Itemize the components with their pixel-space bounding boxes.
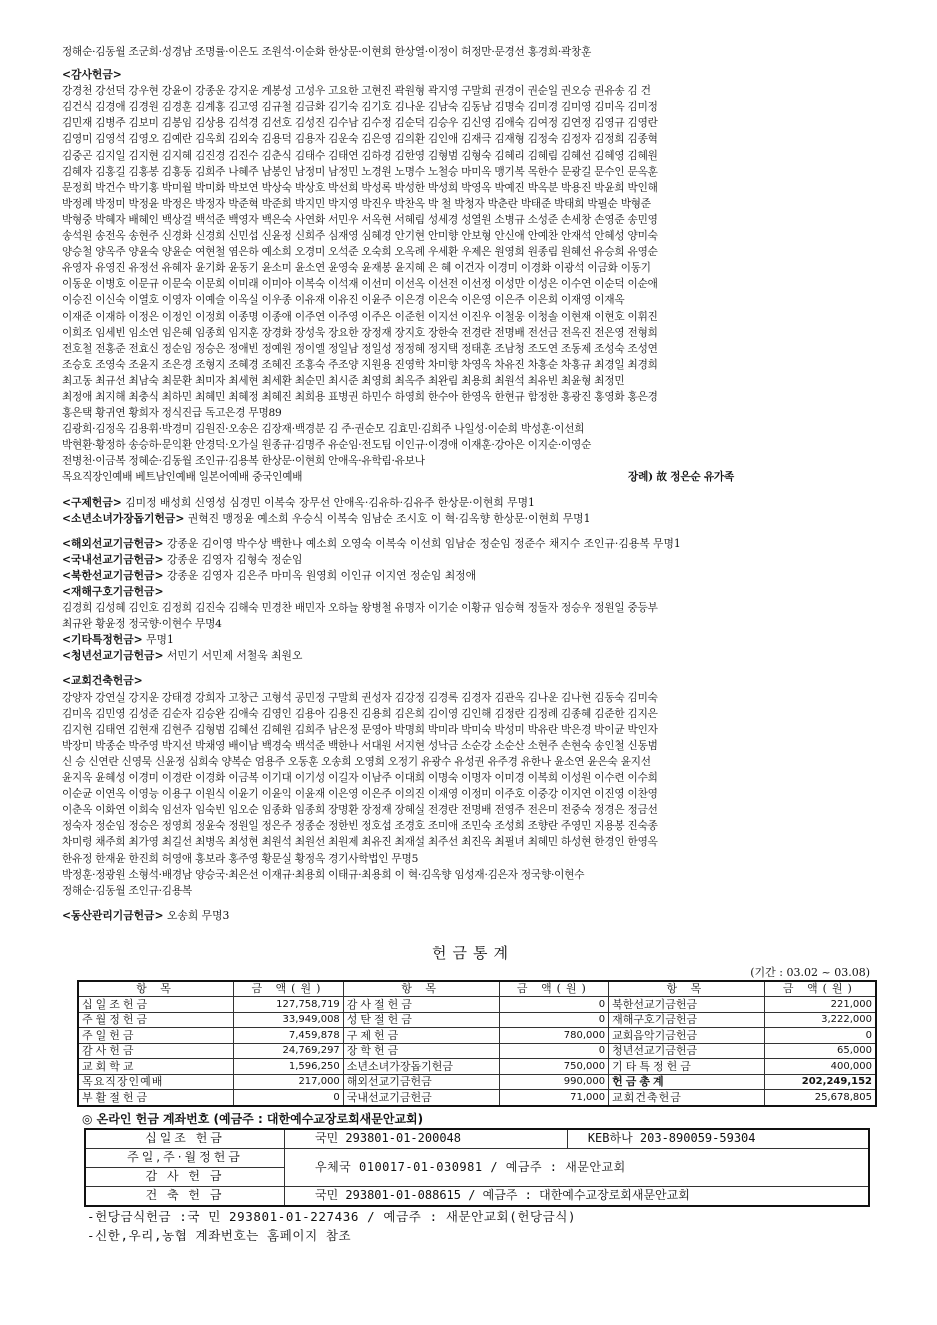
disaster-relief-heading: <재해구호기금헌금>	[62, 585, 164, 598]
nk-mission-section: <북한선교기금헌금> 강종운 김영자 김은주 마미옥 원영희 이인규 이지연 정순임 최정애	[62, 568, 477, 582]
list-item: 정숙자 정순임 정승은 정영희 정윤숙 정원일 정은주 정종순 정한빈 정호섭 조경호 조미애 조민숙 조성희 조향란 주영민 지용봉 진숙종	[62, 820, 658, 833]
list-item: 박정훈·정광원 소형석·배경남 양승국·최은선 이재규·최용희 이태규·최용희 이 혁·김옥향 임성재·김은자 정국향·이현수	[62, 868, 585, 881]
account-table	[84, 1128, 870, 1207]
list-item: 조승호 조영숙 조윤지 조은경 조형지 조혜경 조혜진 조홍숙 주조양 지원용 진영학 차미향 차영옥 차유진 차홍순 차홍규 최경일 최경희	[62, 358, 658, 371]
total-amount: 202,249,152	[764, 1074, 876, 1090]
thanks-heading: <감사헌금>	[62, 68, 122, 82]
list-item: 전병천·이금복 정혜순·김동월 조인규·김용복 한상문·이현희 안애옥·유학림·유보나	[62, 455, 425, 468]
list-item: 박현환·황정하 송승하·문익환 안경덕·오가실 원종규·김명주 유순임·전도팀 이인규·이경애 이재훈·강아은 이지순·이영순	[62, 439, 592, 452]
online-account-heading: ◎ 온라인 헌금 계좌번호 (예금주 : 대한예수교장로회새문안교회)	[82, 1111, 424, 1126]
list-item: 박장미 박종순 박주영 박지선 박채영 배이남 백경숙 백석준 백한나 서대원 서지현 성낙금 소순강 소순산 소현주 손현숙 송인철 신동범	[62, 739, 658, 752]
table-row: 교회학교 1,596,250 소년소녀가장돕기헌금 750,000 기타특정헌금 400,000	[78, 1059, 876, 1075]
list-item: 유영자 유영진 유정선 유혜자 윤기화 윤동기 윤소미 윤소연 윤영숙 윤재봉 윤지혜 은 혜 이건자 이경미 이경화 이광석 이금화 이동기	[62, 262, 651, 275]
list-item: 강경천 강선덕 강우현 강윤이 강종운 강지운 계봉성 고성우 고요한 고현진 곽원형 곽지영 구말희 권경이 권순일 권오승 권유송 김 건	[62, 85, 651, 98]
table-row: 주일,주·월정헌금 우체국 010017-01-030981 / 예금주 : 새문안교회	[85, 1148, 869, 1167]
list-item: 김지현 김태연 김현재 김현주 김형범 김혜선 김혜원 김희주 남은정 문영아 박명희 박미라 박미숙 박성미 박유란 박은경 박이균 박인자	[62, 723, 658, 736]
list-item: 윤지옥 윤혜성 이경미 이경란 이경화 이금복 이기대 이기성 이길자 이남주 이대희 이명숙 이명자 이미경 이복희 이성원 이수련 이수희	[62, 772, 658, 785]
thanks-list	[62, 83, 884, 485]
table-row: 감 사 헌 금	[85, 1167, 869, 1186]
note-line: -헌당금식헌금 :국 민 293801-01-227436 / 예금주 : 새문안교회(헌당금식)	[87, 1208, 577, 1224]
building-heading: <교회건축헌금>	[62, 674, 143, 688]
intro-line: 정해순·김동월 조군희·성경남 조명률·이은도 조원석·이순화 한상문·이현희 한상열·이정이 허정만·문경선 홍경희·곽창훈	[62, 46, 592, 58]
col-amount: 금 액(원)	[234, 981, 344, 997]
table-header-row	[78, 981, 876, 997]
stats-table	[77, 980, 877, 1107]
orphan-support-section: <소년소녀가장돕기헌금> 권혁진 맹정윤 예소희 우승식 이복숙 임남순 조시호 이 혁·김옥향 한상문·이현희 무명1	[62, 511, 591, 525]
disaster-relief-list: 최규완 황윤정 정국향·이현수 무명4	[62, 618, 222, 631]
list-item: 이희조 임세빈 임소연 임은혜 임종희 임지훈 장경화 장성욱 장요한 장정재 장지호 장한숙 전경란 전명배 전선금 전옥진 전은영 전형희	[62, 326, 658, 339]
table-row: 부활절헌금 0 국내선교기금헌금 71,000 교회건축헌금 25,678,805	[78, 1090, 876, 1106]
building-list	[62, 690, 884, 899]
table-row: 십일조 헌금 국민 293801-01-200048 KEB하나 203-890059-59304	[85, 1129, 869, 1149]
list-item: 김혜자 김홍길 김홍봉 김홍동 김희주 나혜주 남봉인 남정미 남정민 노경원 노명수 노철승 마미옥 맹기복 목한수 문광길 문수인 문옥훈	[62, 165, 658, 178]
stats-period: (기간 : 03.02 ~ 03.08)	[750, 965, 870, 979]
list-item: 이춘옥 이화연 이희숙 임선자 임숙빈 임오순 임종화 임종희 장명환 장정재 장혜실 전경란 전명배 전영주 전은미 전중숙 정경은 정금선	[62, 804, 658, 817]
list-item: 이순균 이연옥 이영능 이용구 이원식 이윤기 이윤익 이윤재 이은영 이은주 이의진 이재영 이정미 이주호 이중강 이지연 이진영 이찬영	[62, 788, 658, 801]
table-row: 주일헌금 7,459,878 구제헌금 780,000 교회음악기금헌금 0	[78, 1028, 876, 1044]
col-amount: 금 액(원)	[764, 981, 876, 997]
list-item: 최고동 최규선 최남숙 최문환 최미자 최세현 최세환 최순민 최시준 최영희 최옥주 최완림 최용희 최원석 최유빈 최윤형 최정민	[62, 374, 625, 387]
disaster-relief-list: 김경희 김성혜 김인호 김정희 김진숙 김해숙 민경찬 배민자 오하늘 왕병철 유명자 이기순 이황규 임승혁 정둘자 정승우 정원일 중등부	[62, 602, 658, 615]
note-line: -신한,우리,농협 계좌번호는 홈페이지 참조	[87, 1227, 352, 1243]
table-row: 건 축 헌 금 국민 293801-01-088615 / 예금주 : 대한예수교장로회새문안교회	[85, 1186, 869, 1206]
col-item: 항 목	[343, 981, 499, 997]
list-item: 한유정 한재윤 한진희 허영애 홍보라 홍주영 황문실 황정옥 경기사학법인 무명5	[62, 852, 419, 865]
youth-mission-section: <청년선교기금헌금> 서민기 서민제 서철욱 최원오	[62, 649, 303, 663]
list-item: 김건식 김경애 김경원 김경훈 김계홍 김고영 김규철 김금화 김기숙 김기호 김나운 김남숙 김동남 김명숙 김미경 김미영 김미옥 김미정	[62, 101, 658, 114]
table-row: 목요직장인예배 217,000 해외선교기금헌금 990,000 헌금총계 202,249,152	[78, 1074, 876, 1090]
table-row: 주월정헌금 33,949,008 성탄절헌금 0 재해구호기금헌금 3,222,000	[78, 1012, 876, 1028]
col-item: 항 목	[609, 981, 765, 997]
list-item: 정해순·김동월 조인규·김용복	[62, 884, 192, 897]
overseas-mission-section: <해외선교기금헌금> 강종운 김이영 박수상 백한나 예소희 오영숙 이복숙 이선희 임남순 정순임 정준수 채지수 조인규·김용복 무명1	[62, 536, 681, 550]
list-item: 신 승 신연란 신영묵 신윤정 심희숙 양복순 엄용주 오동훈 오송희 오영희 오정기 유광수 유성권 유주경 유한나 윤소연 윤은숙 윤지선	[62, 755, 651, 768]
stats-title: 헌금통계	[432, 943, 514, 962]
list-item: 김영미 김영석 김영오 김예란 김옥희 김외숙 김용덕 김용자 김운숙 김은영 김의환 김인애 김재극 김재형 김정숙 김정자 김정희 김종혁	[62, 133, 658, 146]
list-item: 이재준 이재하 이정은 이정인 이정희 이종명 이종애 이주연 이주영 이주은 이준헌 이지선 이진우 이철웅 이청솔 이현재 이현호 이휘진	[62, 310, 658, 323]
list-item: 홍은택 황귀연 황희자 정식진급 독고은경 무명89	[62, 407, 282, 420]
memorial-note: 장례) 故 정은순 유가족	[628, 471, 734, 484]
list-item: 문정희 박건수 박기홍 박미월 박미화 박보연 박상숙 박상호 박선희 박성록 박성한 박성희 박영옥 박예진 박옥분 박용진 박윤희 박인해	[62, 181, 658, 194]
list-item: 최정애 최지해 최충식 최하민 최혜민 최혜정 최혜진 최희용 표병권 하민수 하영희 한수아 한영옥 한현규 함정한 홍광진 홍영화 홍은경	[62, 390, 658, 403]
total-label: 헌금총계	[609, 1074, 765, 1090]
list-item: 강양자 강연실 강지운 강태경 강희자 고창근 고형석 공민정 구말희 권성자 김강정 김경록 김경자 김관옥 김나운 김나현 김동숙 김미숙	[62, 691, 658, 704]
list-item-text: 목요직장인예배 베트남인예배 일본어예배 중국인예배	[62, 471, 303, 484]
list-item: 김중곤 김지일 김지현 김지혜 김진경 김진수 김춘식 김태수 김태연 김하경 김한영 김형범 김형숙 김혜리 김혜림 김혜선 김혜영 김혜원	[62, 149, 658, 162]
domestic-mission-section: <국내선교기금헌금> 강종운 김영자 김형숙 정순임	[62, 552, 303, 566]
list-item: 이동운 이병호 이문규 이문숙 이문희 이미래 이미아 이복숙 이석재 이선미 이선옥 이선전 이선정 이성만 이성은 이수연 이순덕 이순애	[62, 278, 658, 291]
list-item: 박정례 박정미 박정윤 박정은 박정자 박준혁 박준희 박지민 박지영 박진우 박찬옥 박 철 박청자 박춘란 박태준 박태희 박필순 박형준	[62, 197, 651, 210]
asset-section: <동산관리기금헌금> 오송희 무명3	[62, 908, 230, 922]
list-item: 양승철 양옥주 양윤숙 양윤순 여현철 염은하 예소희 오경미 오석준 오숙희 오옥례 우세환 우제은 원영희 원종림 원혜선 유승희 유영순	[62, 246, 658, 259]
list-item: 김광희·김정옥 김용휘·박경미 김원진·오송은 김장재·백경분 김 주·권순모 김효민·김희주 나일성·이순희 박성훈·이선희	[62, 423, 585, 436]
list-item	[62, 469, 884, 485]
list-item: 이승진 이신숙 이열호 이영자 이예슬 이옥실 이우종 이유재 이유진 이윤주 이은경 이은숙 이은영 이은주 이은희 이재영 이재옥	[62, 294, 625, 307]
table-row: 십일조헌금 127,758,719 감사절헌금 0 북한선교기금헌금 221,000	[78, 997, 876, 1013]
list-item: 박형중 박혜자 배혜인 백상걸 백석준 백영자 백은숙 사연화 서민우 서옥현 서혜림 성세경 성열원 소병규 소성준 손세창 손영준 송민영	[62, 213, 658, 226]
table-row: 감사헌금 24,769,297 장학헌금 0 청년선교기금헌금 65,000	[78, 1043, 876, 1059]
list-item: 차미령 채주희 최가영 최길선 최병옥 최성현 최원석 최원선 최원제 최유진 최재설 최주선 최진옥 최필녀 최혜민 하성현 한경인 한영옥	[62, 836, 658, 849]
bulletin-page	[62, 44, 884, 1245]
list-item: 송석원 송전옥 송현주 신경화 신경희 신민섭 신윤정 신희주 심재영 심혜경 안기현 안미향 안보형 안신애 안예찬 안재석 안혜성 양미숙	[62, 230, 658, 243]
list-item: 전호철 전홍준 전효신 정순임 정승은 정애빈 정예원 정이엘 정일남 정일성 정정혜 정지택 정태훈 조남청 조도연 조동제 조성숙 조성연	[62, 342, 658, 355]
relief-section: <구제헌금> 김미정 배성희 신영성 심경민 이복숙 장무선 안애옥·김유하·김유주 한상문·이현희 무명1	[62, 495, 535, 509]
other-special-section: <기타특정헌금> 무명1	[62, 633, 174, 647]
col-amount: 금 액(원)	[499, 981, 609, 997]
list-item: 김민재 김병주 김보미 김봉임 김상용 김석경 김선호 김성진 김수남 김수정 김순덕 김승우 김신영 김애숙 김여정 김연정 김영규 김영란	[62, 117, 658, 130]
list-item: 김미옥 김민영 김성준 김순자 김승완 김애숙 김영인 김용아 김용진 김용희 김은희 김이영 김인해 김정란 김정례 김종혜 김준한 김지은	[62, 707, 658, 720]
col-item: 항 목	[78, 981, 234, 997]
